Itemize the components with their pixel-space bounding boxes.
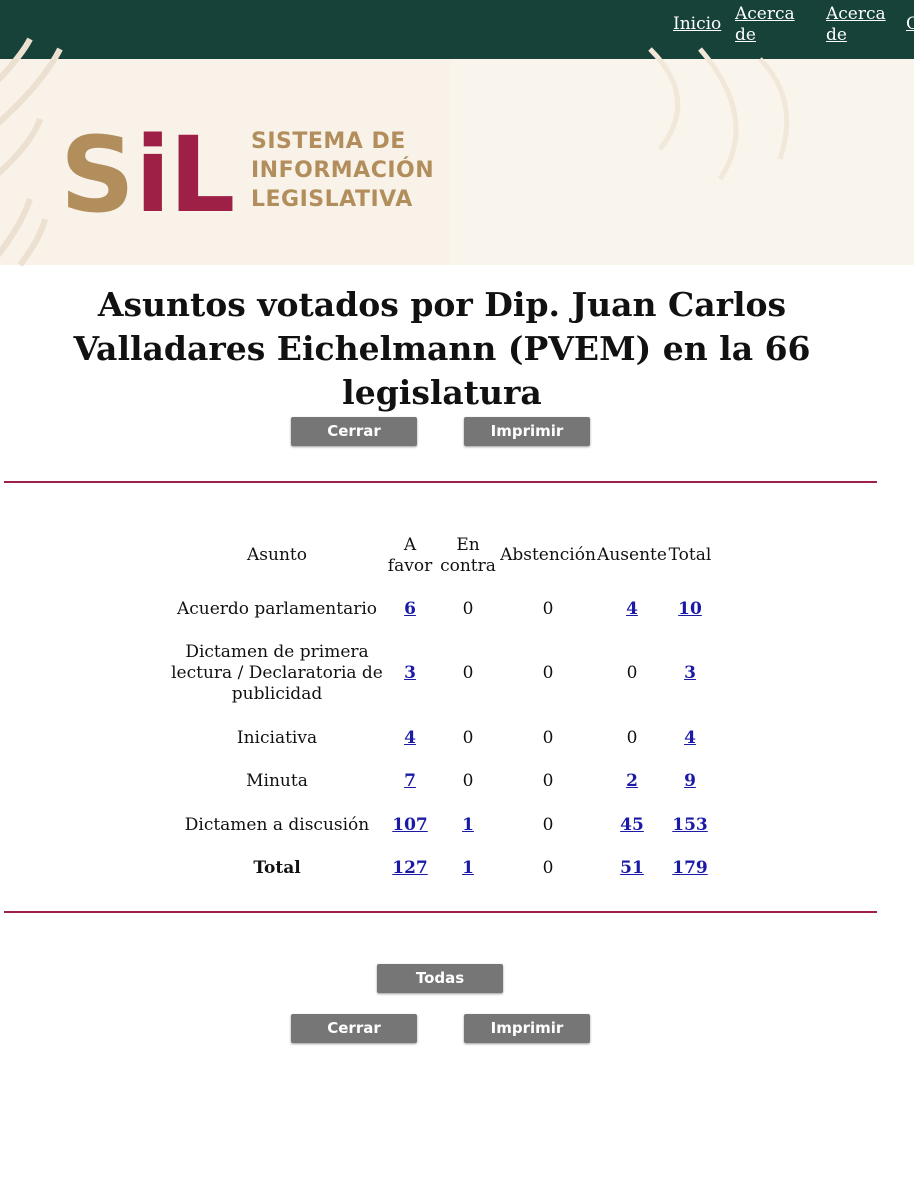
header-abstencion: Abstención [500, 545, 596, 565]
logo-line-2: INFORMACIÓN [251, 158, 435, 183]
totals-en-contra-link[interactable]: 1 [462, 858, 474, 878]
totals-abstencion: 0 [542, 858, 554, 878]
logo-line-1: SISTEMA DE [251, 129, 406, 154]
header-ausente: Ausente [597, 545, 667, 565]
row-abstencion: 0 [542, 815, 554, 835]
row-total-link[interactable]: 4 [684, 728, 696, 748]
row-abstencion: 0 [542, 771, 554, 791]
divider-top [4, 481, 877, 483]
row-a-favor-link[interactable]: 6 [404, 599, 416, 619]
row-a-favor-link[interactable]: 4 [404, 728, 416, 748]
row-en-contra: 0 [462, 728, 474, 748]
row-abstencion: 0 [542, 663, 554, 683]
sil-logo-mark [58, 111, 238, 236]
row-en-contra: 0 [462, 663, 474, 683]
header-a-favor: A favor [387, 535, 433, 576]
nav-link-acerca-de-2[interactable]: Acerca de [826, 4, 886, 45]
row-total-link[interactable]: 9 [684, 771, 696, 791]
close-button-bottom[interactable]: Cerrar [291, 1014, 417, 1043]
top-nav-bar [0, 0, 919, 59]
row-a-favor-link[interactable]: 3 [404, 663, 416, 683]
totals-ausente-link[interactable]: 51 [620, 858, 644, 878]
header-asunto: Asunto [247, 545, 307, 565]
row-en-contra-link[interactable]: 1 [462, 815, 474, 835]
divider-bottom [4, 911, 877, 913]
nav-link-acerca-de-1[interactable]: Acerca de [735, 4, 795, 45]
print-button-bottom[interactable]: Imprimir [464, 1014, 590, 1043]
logo-wordmark [251, 127, 434, 214]
logo-letter-l: L [169, 114, 236, 236]
close-button-top[interactable]: Cerrar [291, 417, 417, 446]
totals-total-link[interactable]: 179 [672, 858, 708, 878]
row-asunto: Iniciativa [236, 728, 318, 748]
row-ausente-link[interactable]: 4 [626, 599, 638, 619]
page-title: Asuntos votados por Dip. Juan Carlos Valladares Eichelmann (PVEM) en la 66 legislatura [73, 285, 811, 412]
row-total-link[interactable]: 153 [672, 815, 708, 835]
nav-link-truncated[interactable]: C [906, 14, 919, 34]
row-total-link[interactable]: 10 [678, 599, 702, 619]
totals-label: Total [253, 858, 301, 878]
row-total-link[interactable]: 3 [684, 663, 696, 683]
totals-a-favor-link[interactable]: 127 [392, 858, 428, 878]
row-ausente-link[interactable]: 2 [626, 771, 638, 791]
row-asunto: Dictamen de primera lectura / Declaratoria de publicidad [171, 642, 383, 704]
row-a-favor-link[interactable]: 7 [404, 771, 416, 791]
row-asunto: Dictamen a discusión [184, 815, 370, 835]
row-asunto: Acuerdo parlamentario [176, 599, 378, 619]
row-a-favor-link[interactable]: 107 [392, 815, 428, 835]
row-asunto: Minuta [246, 771, 308, 791]
row-ausente: 0 [626, 663, 638, 683]
row-en-contra: 0 [462, 599, 474, 619]
header-total: Total [668, 545, 712, 565]
logo-letter-s: S [60, 114, 135, 236]
row-ausente-link[interactable]: 45 [620, 815, 644, 835]
print-button-top[interactable]: Imprimir [464, 417, 590, 446]
row-en-contra: 0 [462, 771, 474, 791]
row-ausente: 0 [626, 728, 638, 748]
all-button[interactable]: Todas [377, 964, 503, 993]
row-abstencion: 0 [542, 599, 554, 619]
header-banner [0, 59, 914, 265]
nav-link-inicio[interactable]: Inicio [673, 14, 722, 34]
header-en-contra: En contra [440, 535, 496, 576]
logo-letter-i: i [135, 114, 171, 236]
row-abstencion: 0 [542, 728, 554, 748]
logo-line-3: LEGISLATIVA [251, 187, 413, 212]
